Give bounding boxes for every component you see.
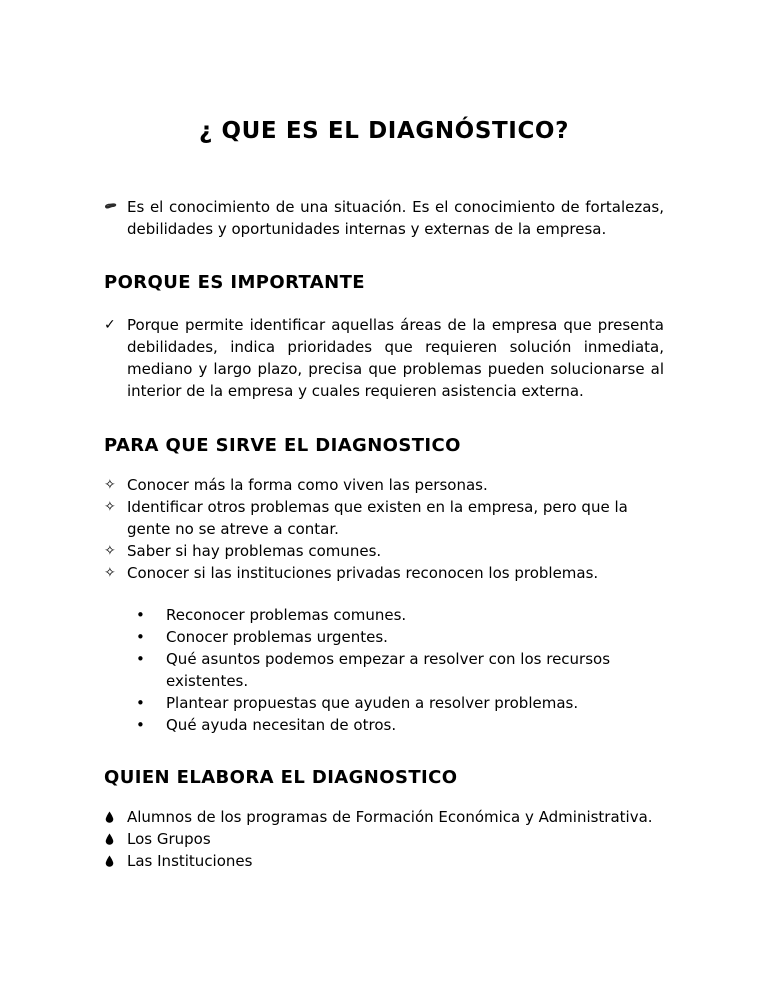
list-item [104, 474, 664, 496]
section-list-porque-es-importante [104, 314, 664, 402]
list-item-text: Identificar otros problemas que existen en la empresa, pero que la gente no se atreve a contar. [127, 497, 628, 538]
list-item-text: Las Instituciones [127, 852, 253, 871]
page-title: ¿ QUE ES EL DIAGNÓSTICO? [198, 118, 570, 144]
list-item [104, 496, 664, 540]
intro-block [104, 196, 664, 240]
section-heading-quien-elabora: QUIEN ELABORA EL DIAGNOSTICO [104, 766, 458, 788]
section-list-para-que-sirve [104, 474, 664, 584]
list-item-text: Conocer problemas urgentes. [166, 627, 388, 646]
list-item [104, 562, 664, 584]
list-item-text: Qué asuntos podemos empezar a resolver con los recursos existentes. [166, 649, 611, 690]
dot-bullet-icon: • [136, 693, 145, 712]
section-heading-para-que-sirve: PARA QUE SIRVE EL DIAGNOSTICO [104, 435, 461, 457]
list-item-text: Porque permite identificar aquellas áreas de la empresa que presenta debilidades, indica prioridades que requieren solución inmediata, mediano y largo plazo, precisa que problemas pueden solucionarse al interior de la empresa y cuales requieren asistencia externa. [127, 316, 664, 401]
check-mark-icon: ✓ [104, 317, 116, 334]
document-body [104, 0, 664, 872]
four-pointed-star-icon: ✧ [104, 476, 116, 493]
list-item-text: Qué ayuda necesitan de otros. [166, 715, 397, 734]
list-item [104, 828, 664, 850]
four-pointed-star-icon: ✧ [104, 542, 116, 559]
list-item [104, 196, 664, 240]
dot-bullet-icon: • [136, 649, 145, 668]
dot-bullet-icon: • [136, 627, 145, 646]
list-item-text: Conocer más la forma como viven las personas. [127, 475, 488, 494]
list-item [136, 692, 664, 714]
section-list-quien-elabora [104, 806, 664, 872]
list-item-text: Reconocer problemas comunes. [166, 605, 407, 624]
list-item-text: Los Grupos [127, 830, 211, 849]
list-item [136, 626, 664, 648]
list-item [104, 540, 664, 562]
list-item [104, 806, 664, 828]
four-pointed-star-icon: ✧ [104, 564, 116, 581]
four-pointed-star-icon: ✧ [104, 498, 116, 515]
list-item [136, 604, 664, 626]
list-item-text: Saber si hay problemas comunes. [127, 541, 382, 560]
list-item-text: Plantear propuestas que ayuden a resolver problemas. [166, 693, 579, 712]
list-item [136, 648, 664, 692]
list-item [136, 714, 664, 736]
dot-bullet-icon: • [136, 605, 145, 624]
list-item [104, 850, 664, 872]
dot-bullet-icon: • [136, 715, 145, 734]
sub-list-dot [136, 604, 664, 736]
section-heading-porque-es-importante: PORQUE ES IMPORTANTE [104, 272, 365, 294]
intro-text: Es el conocimiento de una situación. Es el conocimiento de fortalezas, debilidades y oportunidades internas y externas de la empresa. [127, 198, 664, 239]
list-item-text: Alumnos de los programas de Formación Económica y Administrativa. [127, 808, 653, 827]
list-item-text: Conocer si las instituciones privadas reconocen los problemas. [127, 563, 599, 582]
list-item [104, 314, 664, 402]
